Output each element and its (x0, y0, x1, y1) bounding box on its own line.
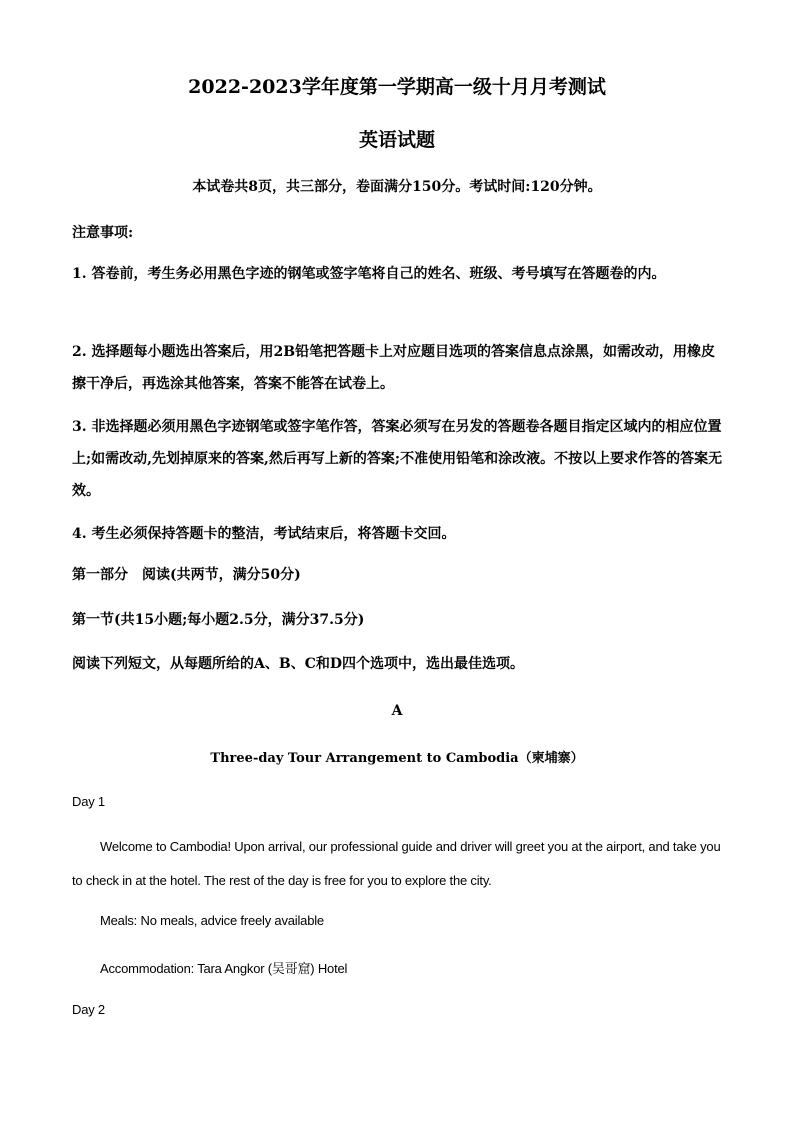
day-1-paragraph: Welcome to Cambodia! Upon arrival, our professional guide and driver will greet you at the airport, and take you to check in at the hotel. The rest of the day is free for you to explore the city. (72, 839, 721, 888)
exam-info: 本试卷共8页，共三部分，卷面满分150分。考试时间:120分钟。 (192, 179, 602, 195)
reading-instruction: 阅读下列短文，从每题所给的A、B、C和D四个选项中，选出最佳选项。 (72, 656, 524, 672)
note-item-4: 4. 考生必须保持答题卡的整洁，考试结束后，将答题卡交回。 (72, 526, 456, 542)
note-item-2: 2. 选择题每小题选出答案后，用2B铅笔把答题卡上对应题目选项的答案信息点涂黑，如需改动，用橡皮擦干净后，再选涂其他答案，答案不能答在试卷上。 (72, 344, 716, 392)
passage-title: Three-day Tour Arrangement to Cambodia（柬埔寨） (210, 751, 584, 766)
note-item-3: 3. 非选择题必须用黑色字迹钢笔或签字笔作答，答案必须写在另发的答题卷各题目指定区域内的相应位置上;如需改动,先划掉原来的答案,然后再写上新的答案;不准使用铅笔和涂改液。不按以上要求作答的答案无效。 (72, 419, 723, 499)
passage-letter: A (391, 703, 403, 719)
day-1-meals: Meals: No meals, advice freely available (100, 913, 324, 928)
part-one-heading: 第一部分 阅读(共两节，满分50分) (72, 567, 301, 583)
exam-subtitle: 英语试题 (358, 129, 435, 151)
note-item-1: 1. 答卷前，考生务必用黑色字迹的钢笔或签字笔将自己的姓名、班级、考号填写在答题卷的内。 (72, 266, 666, 282)
day-1-label: Day 1 (72, 794, 105, 809)
day-1-accommodation: Accommodation: Tara Angkor (吴哥窟) Hotel (100, 961, 348, 976)
day-2-label: Day 2 (72, 1002, 105, 1017)
exam-title: 2022-2023学年度第一学期高一级十月月考测试 (188, 76, 606, 98)
section-one-heading: 第一节(共15小题;每小题2.5分，满分37.5分) (72, 612, 365, 628)
notes-heading: 注意事项: (72, 225, 134, 241)
